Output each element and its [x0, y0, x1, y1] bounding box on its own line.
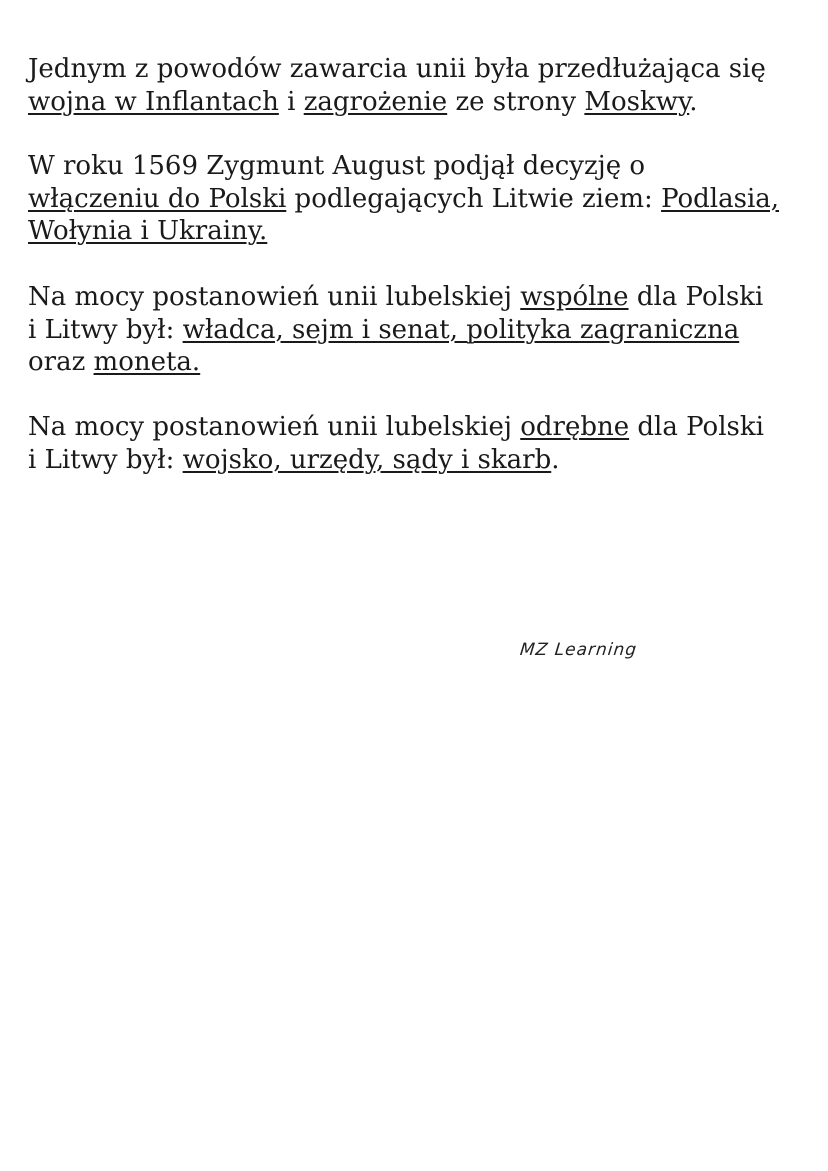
text-segment: . [551, 444, 560, 475]
text-line [28, 444, 808, 477]
text-segment: i Litwy był: [28, 314, 183, 345]
text-segment: Na mocy postanowień unii lubelskiej [28, 412, 521, 442]
text-line [28, 183, 808, 216]
text-segment: Jednym z powodów zawarcia unii była przedłużająca się [28, 54, 766, 84]
underlined-phrase: Wołynia i Ukrainy. [28, 216, 268, 246]
text-line [28, 281, 808, 314]
paragraph-2 [28, 150, 808, 248]
underlined-phrase: wspólne [520, 282, 629, 312]
text-segment: i [278, 86, 304, 117]
text-line [28, 150, 808, 183]
underlined-phrase: wojsko, urzędy, sądy i skarb [182, 444, 552, 475]
text-segment: i Litwy był: [28, 444, 183, 475]
text-line [28, 346, 808, 379]
underlined-phrase: wojna w Inflantach [28, 86, 279, 117]
text-segment: . [689, 86, 698, 117]
underlined-phrase: włączeniu do Polski [28, 183, 287, 214]
paragraph-1 [28, 53, 808, 118]
underlined-phrase: moneta. [93, 347, 201, 377]
underlined-phrase: władca, sejm i senat, polityka zagraniczna [182, 314, 740, 345]
paragraph-4 [28, 411, 808, 476]
text-segment: dla Polski [629, 412, 764, 442]
signature-text: MZ Learning [518, 640, 639, 660]
text-segment: Na mocy postanowień unii lubelskiej [28, 282, 521, 312]
text-segment: ze strony [447, 86, 585, 117]
text-line [28, 86, 808, 119]
text-segment: dla Polski [628, 282, 764, 312]
text-line [28, 411, 808, 444]
underlined-phrase: Podlasia, [661, 183, 780, 214]
underlined-phrase: zagrożenie [303, 86, 448, 117]
underlined-phrase: odrębne [520, 412, 630, 442]
underlined-phrase: Moskwy [584, 86, 690, 117]
text-line [28, 53, 808, 86]
text-line [28, 215, 808, 248]
text-segment: oraz [28, 347, 94, 377]
text-segment: W roku 1569 Zygmunt August podjął decyzję o [28, 151, 646, 181]
text-segment: podlegających Litwie ziem: [286, 183, 662, 214]
paragraph-3 [28, 281, 808, 379]
text-line [28, 314, 808, 347]
